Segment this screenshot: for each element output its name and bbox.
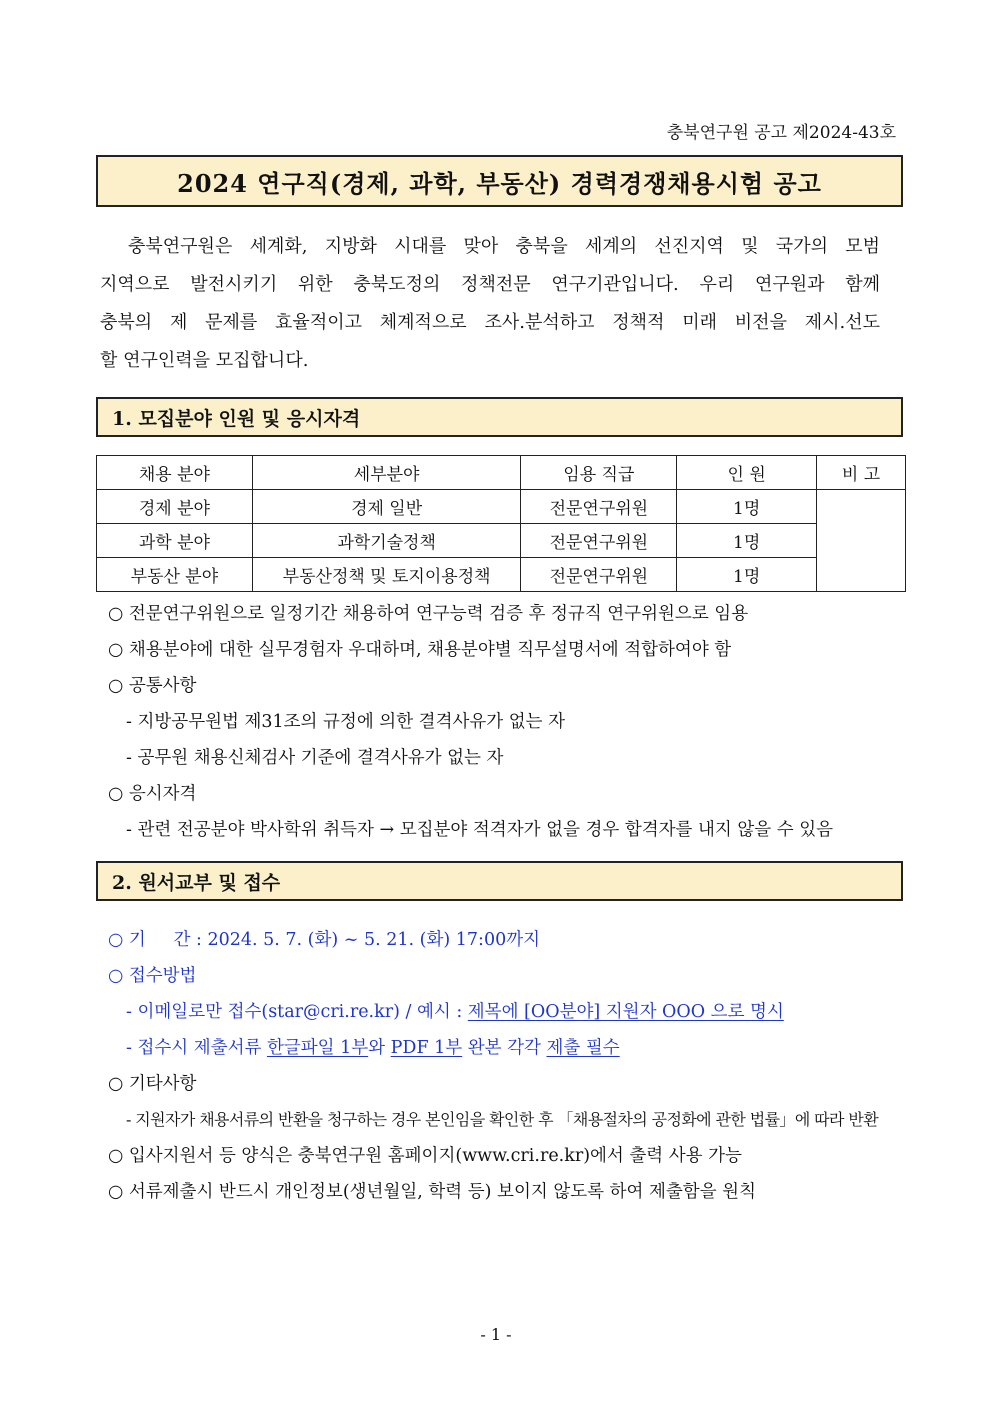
table-row <box>97 524 906 558</box>
table-cell: 전문연구위원 <box>521 558 677 592</box>
method-email-prefix: - 이메일로만 접수(star@cri.re.kr) / 예시 : <box>126 1002 468 1022</box>
section-1-heading-box <box>96 397 903 437</box>
table-cell: 1명 <box>677 490 817 524</box>
other-label: ○ 기타사항 <box>108 1074 197 1094</box>
period-value: 2024. 5. 7. (화) ~ 5. 21. (화) 17:00까지 <box>207 930 541 950</box>
required-docs-line <box>126 1034 620 1059</box>
table-cell: 경제 분야 <box>97 490 253 524</box>
table-row <box>97 490 906 524</box>
intro-line: 충북의 제 문제를 효율적이고 체계적으로 조사.분석하고 정책적 미래 비전을 제시.선도 <box>100 312 880 333</box>
table-header-cell: 채용 분야 <box>97 456 253 490</box>
table-header-cell: 비 고 <box>817 456 906 490</box>
method-label: ○ 접수방법 <box>108 966 197 986</box>
table-cell: 전문연구위원 <box>521 524 677 558</box>
docs-prefix: - 접수시 제출서류 <box>126 1038 267 1058</box>
section-1-item: ○ 공통사항 <box>108 676 197 696</box>
section-1-heading: 1. 모집분야 인원 및 응시자격 <box>112 407 361 430</box>
docs-mid: 완본 각각 <box>462 1038 547 1058</box>
method-email-line <box>126 998 784 1023</box>
intro-line: 할 연구인력을 모집합니다. <box>100 350 309 371</box>
application-period <box>108 926 540 951</box>
table-header-cell: 세부분야 <box>252 456 521 490</box>
table-cell: 부동산정책 및 토지이용정책 <box>252 558 521 592</box>
table-cell: 경제 일반 <box>252 490 521 524</box>
section-1-subitem: - 관련 전공분야 박사학위 취득자 → 모집분야 적격자가 없을 경우 합격자를 내지 않을 수 있음 <box>126 820 834 840</box>
table-cell: 과학 분야 <box>97 524 253 558</box>
page-number: - 1 - <box>480 1325 512 1344</box>
section-1-subitem: - 지방공무원법 제31조의 규정에 의한 결격사유가 없는 자 <box>126 712 566 732</box>
docs-hwp: 한글파일 1부 <box>266 1038 369 1058</box>
table-header-cell: 임용 직급 <box>521 456 677 490</box>
section-1-item: ○ 전문연구위원으로 일정기간 채용하여 연구능력 검증 후 정규직 연구위원으로 임용 <box>108 604 749 624</box>
table-header-row <box>97 456 906 490</box>
section-1-item: ○ 응시자격 <box>108 784 197 804</box>
docs-and: 와 <box>368 1038 391 1058</box>
table-header-cell: 인 원 <box>677 456 817 490</box>
section-2-heading-box <box>96 861 903 901</box>
docs-required: 제출 필수 <box>546 1038 620 1058</box>
table-row <box>97 558 906 592</box>
intro-line: 지역으로 발전시키기 위한 충북도정의 정책전문 연구기관입니다. 우리 연구원과 함께 <box>100 274 880 295</box>
privacy-info: ○ 서류제출시 반드시 개인정보(생년월일, 학력 등) 보이지 않도록 하여 제출함을 원칙 <box>108 1182 756 1202</box>
table-cell: 1명 <box>677 524 817 558</box>
notice-number: 충북연구원 공고 제2024-43호 <box>666 123 896 143</box>
table-cell: 전문연구위원 <box>521 490 677 524</box>
intro-line: 충북연구원은 세계화, 지방화 시대를 맞아 충북을 세계의 선진지역 및 국가의 모범 <box>128 236 880 257</box>
forms-info: ○ 입사지원서 등 양식은 충북연구원 홈페이지(www.cri.re.kr)에서 출력 사용 가능 <box>108 1146 742 1166</box>
page-title: 2024 연구직(경제, 과학, 부동산) 경력경쟁채용시험 공고 <box>177 168 822 198</box>
section-2-heading: 2. 원서교부 및 접수 <box>112 871 281 894</box>
section-1-item: ○ 채용분야에 대한 실무경험자 우대하며, 채용분야별 직무설명서에 적합하여야 함 <box>108 640 732 660</box>
table-cell: 과학기술정책 <box>252 524 521 558</box>
remarks-cell <box>817 490 906 592</box>
intro-paragraph <box>100 228 880 380</box>
period-label: ○ 기 간 : <box>108 930 208 950</box>
table-cell: 부동산 분야 <box>97 558 253 592</box>
other-detail: - 지원자가 채용서류의 반환을 청구하는 경우 본인임을 확인한 후 「채용절차의 공정화에 관한 법률」에 따라 반환 <box>126 1110 879 1129</box>
section-1-subitem: - 공무원 채용신체검사 기준에 결격사유가 없는 자 <box>126 748 504 768</box>
docs-pdf: PDF 1부 <box>390 1038 463 1058</box>
method-email-example: 제목에 [OO분야] 지원자 OOO 으로 명시 <box>467 1002 784 1022</box>
page-title-box <box>96 155 903 207</box>
table-cell: 1명 <box>677 558 817 592</box>
positions-table <box>96 455 906 592</box>
